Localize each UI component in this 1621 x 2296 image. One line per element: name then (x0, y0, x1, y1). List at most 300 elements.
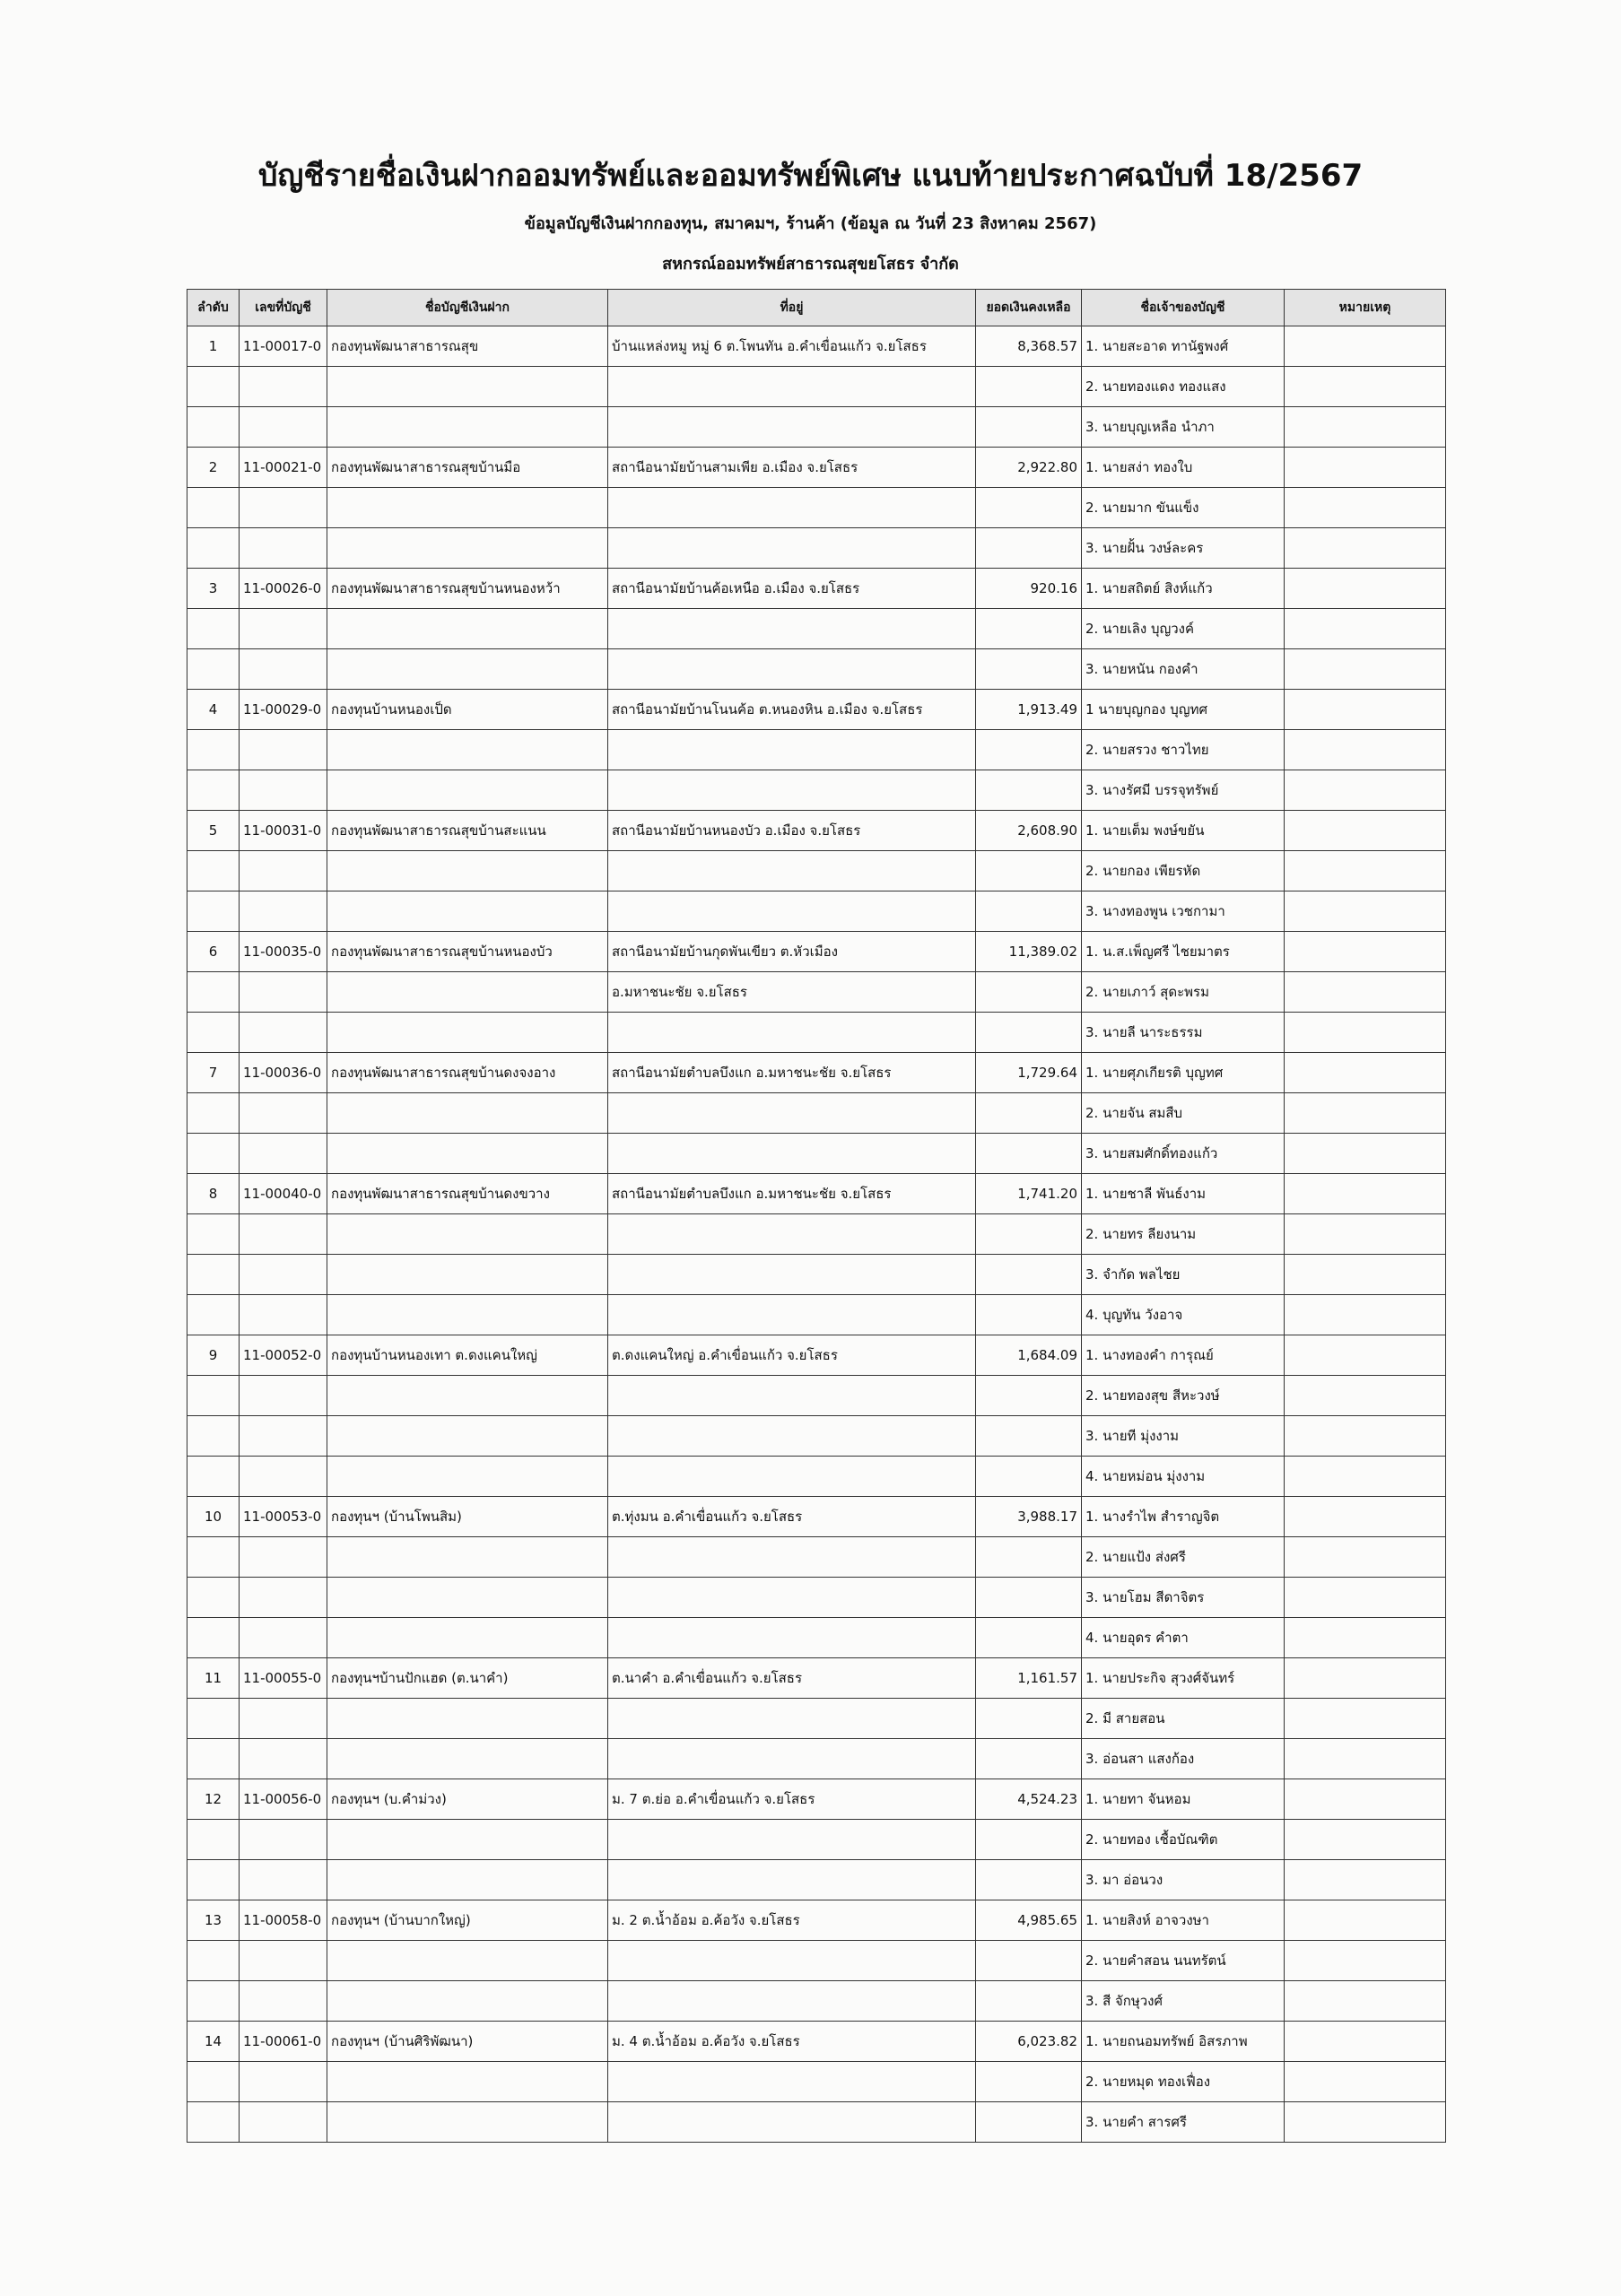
cell-account-name: กองทุนบ้านหนองเป็ด (327, 690, 608, 730)
cell-account-name (327, 407, 608, 448)
cell-address (608, 1739, 976, 1779)
cell-account-name (327, 1416, 608, 1457)
cell-index: 10 (187, 1497, 240, 1537)
cell-account-name (327, 609, 608, 649)
cell-account-number: 11-00061-0 (240, 2022, 327, 2062)
cell-owner: 3. อ่อนสา แสงก้อง (1082, 1739, 1285, 1779)
cell-index (187, 1981, 240, 2022)
cell-balance (976, 1820, 1082, 1860)
table-row (187, 690, 1446, 730)
cell-remarks (1285, 1941, 1446, 1981)
cell-address (608, 730, 976, 770)
cell-address: สถานีอนามัยบ้านกุดพันเขียว ต.หัวเมือง (608, 932, 976, 972)
cell-account-name (327, 2062, 608, 2102)
cell-address: ต.นาคำ อ.คำเขื่อนแก้ว จ.ยโสธร (608, 1658, 976, 1699)
cell-account-name (327, 1578, 608, 1618)
table-row (187, 1658, 1446, 1699)
cell-index: 5 (187, 811, 240, 851)
cell-remarks (1285, 2062, 1446, 2102)
column-header-account-number: เลขที่บัญชี (240, 290, 327, 326)
cell-remarks (1285, 1295, 1446, 1335)
cell-account-name (327, 972, 608, 1013)
cell-index (187, 730, 240, 770)
cell-remarks (1285, 851, 1446, 891)
cell-index: 11 (187, 1658, 240, 1699)
cell-address: บ้านแหล่งหมู หมู่ 6 ต.โพนทัน อ.คำเขื่อนแก้ว จ.ยโสธร (608, 326, 976, 367)
cell-remarks (1285, 1214, 1446, 1255)
cell-balance: 1,729.64 (976, 1053, 1082, 1093)
table-row (187, 1820, 1446, 1860)
cell-owner: 2. นายหมุด ทองเฟื่อง (1082, 2062, 1285, 2102)
cell-account-name (327, 528, 608, 569)
cell-account-name (327, 2102, 608, 2143)
table-row (187, 2062, 1446, 2102)
cell-balance: 11,389.02 (976, 932, 1082, 972)
table-row (187, 528, 1446, 569)
table-row (187, 730, 1446, 770)
cell-account-name (327, 1134, 608, 1174)
cell-balance (976, 1214, 1082, 1255)
cell-remarks (1285, 1779, 1446, 1820)
cell-account-number (240, 851, 327, 891)
table-row (187, 1376, 1446, 1416)
cell-address (608, 1457, 976, 1497)
cell-index (187, 609, 240, 649)
cell-owner: 1. นายประกิจ สุวงศ์จันทร์ (1082, 1658, 1285, 1699)
cell-index (187, 891, 240, 932)
cell-remarks (1285, 1578, 1446, 1618)
cell-index (187, 488, 240, 528)
table-row (187, 851, 1446, 891)
table-row (187, 1618, 1446, 1658)
cell-remarks (1285, 1820, 1446, 1860)
cell-account-number (240, 1093, 327, 1134)
cell-account-name: กองทุนพัฒนาสาธารณสุข (327, 326, 608, 367)
cell-index: 8 (187, 1174, 240, 1214)
cell-remarks (1285, 1658, 1446, 1699)
cell-owner: 2. นายเลิง บุญวงค์ (1082, 609, 1285, 649)
cell-remarks (1285, 1457, 1446, 1497)
cell-owner: 3. นางรัศมี บรรจุทรัพย์ (1082, 770, 1285, 811)
cell-owner: 3. จำกัด พลไชย (1082, 1255, 1285, 1295)
cell-account-number: 11-00053-0 (240, 1497, 327, 1537)
cell-address: อ.มหาชนะชัย จ.ยโสธร (608, 972, 976, 1013)
cell-index (187, 972, 240, 1013)
cell-account-number (240, 609, 327, 649)
column-header-remarks: หมายเหตุ (1285, 290, 1446, 326)
cell-balance (976, 1093, 1082, 1134)
cell-owner: 1. นายสถิตย์ สิงห์แก้ว (1082, 569, 1285, 609)
cell-account-name (327, 1618, 608, 1658)
cell-account-name: กองทุนฯ (บ้านโพนสิม) (327, 1497, 608, 1537)
table-row (187, 811, 1446, 851)
table-row (187, 1214, 1446, 1255)
table-row (187, 569, 1446, 609)
cell-account-name (327, 730, 608, 770)
cell-remarks (1285, 730, 1446, 770)
cell-owner: 3. นายหนัน กองคำ (1082, 649, 1285, 690)
cell-address (608, 851, 976, 891)
cell-remarks (1285, 488, 1446, 528)
cell-account-number (240, 1376, 327, 1416)
cell-address (608, 1255, 976, 1295)
cell-account-number (240, 1214, 327, 1255)
cell-index: 14 (187, 2022, 240, 2062)
cell-index (187, 1618, 240, 1658)
cell-owner: 3. นางทองพูน เวชกามา (1082, 891, 1285, 932)
cell-balance (976, 1578, 1082, 1618)
cell-owner: 2. นายทองแดง ทองแสง (1082, 367, 1285, 407)
cell-remarks (1285, 932, 1446, 972)
table-row (187, 1537, 1446, 1578)
table-row (187, 1941, 1446, 1981)
organization-name: สหกรณ์ออมทรัพย์สาธารณสุขยโสธร จำกัด (662, 255, 959, 274)
table-row (187, 1174, 1446, 1214)
cell-account-number (240, 1295, 327, 1335)
cell-owner: 2. มี สายสอน (1082, 1699, 1285, 1739)
cell-account-number: 11-00035-0 (240, 932, 327, 972)
cell-balance (976, 891, 1082, 932)
cell-owner: 4. บุญทัน วังอาจ (1082, 1295, 1285, 1335)
table-row (187, 1900, 1446, 1941)
cell-balance (976, 1618, 1082, 1658)
cell-address (608, 407, 976, 448)
cell-remarks (1285, 891, 1446, 932)
cell-address (608, 1013, 976, 1053)
cell-index: 12 (187, 1779, 240, 1820)
cell-address (608, 609, 976, 649)
cell-index (187, 2102, 240, 2143)
cell-account-number (240, 1699, 327, 1739)
cell-remarks (1285, 1134, 1446, 1174)
cell-account-name: กองทุนพัฒนาสาธารณสุขบ้านหนองบัว (327, 932, 608, 972)
cell-balance (976, 1295, 1082, 1335)
cell-remarks (1285, 1497, 1446, 1537)
cell-index (187, 1537, 240, 1578)
table-row (187, 1497, 1446, 1537)
cell-address (608, 2102, 976, 2143)
table-row (187, 1860, 1446, 1900)
cell-owner: 1. นางรำไพ สำราญจิต (1082, 1497, 1285, 1537)
cell-balance (976, 367, 1082, 407)
cell-address (608, 1941, 976, 1981)
cell-balance (976, 851, 1082, 891)
cell-balance (976, 1860, 1082, 1900)
cell-account-name: กองทุนพัฒนาสาธารณสุขบ้านหนองหว้า (327, 569, 608, 609)
cell-owner: 3. สี จักษุวงศ์ (1082, 1981, 1285, 2022)
cell-balance: 1,161.57 (976, 1658, 1082, 1699)
cell-address: ต.ดงแคนใหญ่ อ.คำเขื่อนแก้ว จ.ยโสธร (608, 1335, 976, 1376)
cell-index (187, 1820, 240, 1860)
cell-balance (976, 1013, 1082, 1053)
cell-address (608, 1578, 976, 1618)
table-row (187, 1255, 1446, 1295)
cell-address (608, 1093, 976, 1134)
cell-index (187, 770, 240, 811)
table-row (187, 407, 1446, 448)
cell-remarks (1285, 1093, 1446, 1134)
cell-balance (976, 649, 1082, 690)
cell-account-name (327, 1376, 608, 1416)
cell-account-name (327, 649, 608, 690)
cell-account-name (327, 891, 608, 932)
cell-balance: 1,684.09 (976, 1335, 1082, 1376)
column-header-account-name: ชื่อบัญชีเงินฝาก (327, 290, 608, 326)
table-row (187, 1779, 1446, 1820)
table-row (187, 488, 1446, 528)
cell-account-name (327, 1093, 608, 1134)
cell-owner: 2. นายเภาว์ สุดะพรม (1082, 972, 1285, 1013)
cell-index (187, 528, 240, 569)
table-row (187, 1578, 1446, 1618)
cell-account-number (240, 1739, 327, 1779)
cell-owner: 2. นายมาก ขันแข็ง (1082, 488, 1285, 528)
cell-account-name: กองทุนพัฒนาสาธารณสุขบ้านดงจงอาง (327, 1053, 608, 1093)
cell-account-name: กองทุนบ้านหนองเทา ต.ดงแคนใหญ่ (327, 1335, 608, 1376)
cell-remarks (1285, 2102, 1446, 2143)
cell-account-number (240, 770, 327, 811)
table-row (187, 1295, 1446, 1335)
column-header-balance: ยอดเงินคงเหลือ (976, 290, 1082, 326)
cell-balance (976, 1457, 1082, 1497)
cell-balance (976, 1376, 1082, 1416)
cell-remarks (1285, 1255, 1446, 1295)
cell-address: ต.ทุ่งมน อ.คำเขื่อนแก้ว จ.ยโสธร (608, 1497, 976, 1537)
table-row (187, 1093, 1446, 1134)
cell-balance: 920.16 (976, 569, 1082, 609)
cell-index (187, 1941, 240, 1981)
cell-index (187, 367, 240, 407)
cell-remarks (1285, 1174, 1446, 1214)
cell-index: 13 (187, 1900, 240, 1941)
cell-remarks (1285, 1053, 1446, 1093)
cell-owner: 2. นายกอง เพียรหัด (1082, 851, 1285, 891)
cell-account-number (240, 730, 327, 770)
cell-account-number (240, 1255, 327, 1295)
cell-account-name: กองทุนฯ (บ้านศิริพัฒนา) (327, 2022, 608, 2062)
table-row (187, 1699, 1446, 1739)
column-header-owners: ชื่อเจ้าของบัญชี (1082, 290, 1285, 326)
document-title: บัญชีรายชื่อเงินฝากออมทรัพย์และออมทรัพย์พิเศษ แนบท้ายประกาศฉบับที่ 18/2567 (257, 158, 1364, 194)
cell-account-number: 11-00017-0 (240, 326, 327, 367)
cell-balance (976, 609, 1082, 649)
cell-account-number: 11-00031-0 (240, 811, 327, 851)
cell-index (187, 1093, 240, 1134)
cell-remarks (1285, 1376, 1446, 1416)
cell-account-number: 11-00052-0 (240, 1335, 327, 1376)
cell-remarks (1285, 811, 1446, 851)
cell-balance: 2,922.80 (976, 448, 1082, 488)
cell-index (187, 1295, 240, 1335)
cell-account-name: กองทุนฯบ้านปักแฮด (ต.นาคำ) (327, 1658, 608, 1699)
table-row (187, 448, 1446, 488)
cell-address: ม. 4 ต.น้ำอ้อม อ.ค้อวัง จ.ยโสธร (608, 2022, 976, 2062)
cell-owner: 2. นายสรวง ชาวไทย (1082, 730, 1285, 770)
cell-owner: 2. นายแป้ง ส่งศรี (1082, 1537, 1285, 1578)
cell-address (608, 488, 976, 528)
cell-account-number (240, 1013, 327, 1053)
cell-account-name (327, 1457, 608, 1497)
cell-owner: 1. นายศุภเกียรติ บุญทศ (1082, 1053, 1285, 1093)
cell-account-number (240, 891, 327, 932)
cell-address: สถานีอนามัยบ้านสามเพีย อ.เมือง จ.ยโสธร (608, 448, 976, 488)
cell-balance (976, 2102, 1082, 2143)
cell-owner: 1. น.ส.เพ็ญศรี ไชยมาตร (1082, 932, 1285, 972)
table-header-row (187, 290, 1446, 326)
cell-balance: 3,988.17 (976, 1497, 1082, 1537)
cell-address (608, 1416, 976, 1457)
cell-index (187, 1214, 240, 1255)
cell-account-number: 11-00029-0 (240, 690, 327, 730)
cell-account-name: กองทุนพัฒนาสาธารณสุขบ้านดงขวาง (327, 1174, 608, 1214)
cell-owner: 1. นายสะอาด ทานัฐพงศ์ (1082, 326, 1285, 367)
account-ledger-table (187, 289, 1446, 2143)
cell-address (608, 1295, 976, 1335)
cell-account-name (327, 1699, 608, 1739)
table-row (187, 649, 1446, 690)
cell-remarks (1285, 407, 1446, 448)
cell-owner: 4. นายอุดร คำตา (1082, 1618, 1285, 1658)
cell-remarks (1285, 1699, 1446, 1739)
cell-index (187, 2062, 240, 2102)
cell-address: สถานีอนามัยบ้านค้อเหนือ อ.เมือง จ.ยโสธร (608, 569, 976, 609)
cell-balance (976, 488, 1082, 528)
cell-remarks (1285, 1981, 1446, 2022)
cell-remarks (1285, 1900, 1446, 1941)
cell-balance (976, 1941, 1082, 1981)
cell-remarks (1285, 1860, 1446, 1900)
cell-account-number (240, 1941, 327, 1981)
cell-remarks (1285, 609, 1446, 649)
cell-address: ม. 2 ต.น้ำอ้อม อ.ค้อวัง จ.ยโสธร (608, 1900, 976, 1941)
cell-account-number: 11-00026-0 (240, 569, 327, 609)
cell-address (608, 1214, 976, 1255)
table-row (187, 367, 1446, 407)
cell-address: สถานีอนามัยตำบลบึงแก อ.มหาชนะชัย จ.ยโสธร (608, 1053, 976, 1093)
cell-account-number: 11-00055-0 (240, 1658, 327, 1699)
cell-remarks (1285, 1416, 1446, 1457)
cell-remarks (1285, 1618, 1446, 1658)
cell-index (187, 1457, 240, 1497)
cell-account-number: 11-00036-0 (240, 1053, 327, 1093)
cell-account-name (327, 1981, 608, 2022)
cell-account-number: 11-00058-0 (240, 1900, 327, 1941)
table-row (187, 1053, 1446, 1093)
table-row (187, 1335, 1446, 1376)
cell-index: 1 (187, 326, 240, 367)
cell-index: 6 (187, 932, 240, 972)
table-row (187, 972, 1446, 1013)
cell-index: 3 (187, 569, 240, 609)
cell-account-name (327, 851, 608, 891)
cell-address (608, 1376, 976, 1416)
cell-remarks (1285, 448, 1446, 488)
cell-account-name (327, 1013, 608, 1053)
cell-index (187, 851, 240, 891)
cell-owner: 2. นายคำสอน นนทรัตน์ (1082, 1941, 1285, 1981)
table-row (187, 326, 1446, 367)
cell-account-name: กองทุนฯ (บ.คำม่วง) (327, 1779, 608, 1820)
cell-owner: 3. นายคำ สารศรี (1082, 2102, 1285, 2143)
cell-remarks (1285, 1335, 1446, 1376)
cell-account-number: 11-00056-0 (240, 1779, 327, 1820)
column-header-address: ที่อยู่ (608, 290, 976, 326)
cell-owner: 3. นายที มุ่งงาม (1082, 1416, 1285, 1457)
cell-account-number (240, 649, 327, 690)
cell-account-name (327, 367, 608, 407)
cell-address (608, 367, 976, 407)
cell-account-number (240, 1537, 327, 1578)
cell-address: สถานีอนามัยบ้านโนนค้อ ต.หนองหิน อ.เมือง จ.ยโสธร (608, 690, 976, 730)
cell-account-number (240, 1618, 327, 1658)
cell-account-name (327, 1214, 608, 1255)
cell-index (187, 649, 240, 690)
cell-owner: 2. นายทองสุข สีหะวงษ์ (1082, 1376, 1285, 1416)
cell-owner: 3. มา อ่อนวง (1082, 1860, 1285, 1900)
cell-balance: 1,741.20 (976, 1174, 1082, 1214)
cell-index: 2 (187, 448, 240, 488)
cell-address: ม. 7 ต.ย่อ อ.คำเขื่อนแก้ว จ.ยโสธร (608, 1779, 976, 1820)
table-row (187, 1981, 1446, 2022)
cell-owner: 1. นางทองคำ การุณย์ (1082, 1335, 1285, 1376)
table-row (187, 932, 1446, 972)
cell-balance (976, 528, 1082, 569)
cell-address (608, 770, 976, 811)
cell-remarks (1285, 569, 1446, 609)
cell-index (187, 1739, 240, 1779)
cell-balance (976, 1255, 1082, 1295)
cell-owner: 3. นายฝั้น วงษ์ละคร (1082, 528, 1285, 569)
table-row (187, 2102, 1446, 2143)
cell-balance (976, 2062, 1082, 2102)
cell-owner: 3. นายสมศักดิ์ทองแก้ว (1082, 1134, 1285, 1174)
cell-account-number (240, 1416, 327, 1457)
cell-owner: 1. นายถนอมทรัพย์ อิสรภาพ (1082, 2022, 1285, 2062)
cell-balance (976, 407, 1082, 448)
cell-remarks (1285, 770, 1446, 811)
cell-account-number (240, 528, 327, 569)
table-row (187, 770, 1446, 811)
cell-account-number (240, 1457, 327, 1497)
cell-remarks (1285, 528, 1446, 569)
cell-balance: 1,913.49 (976, 690, 1082, 730)
cell-address: สถานีอนามัยบ้านหนองบัว อ.เมือง จ.ยโสธร (608, 811, 976, 851)
table-body (187, 326, 1446, 2143)
cell-balance (976, 1981, 1082, 2022)
cell-address (608, 1820, 976, 1860)
cell-account-number: 11-00040-0 (240, 1174, 327, 1214)
cell-address (608, 528, 976, 569)
cell-balance: 8,368.57 (976, 326, 1082, 367)
cell-index (187, 1860, 240, 1900)
cell-owner: 2. นายทร ลียงนาม (1082, 1214, 1285, 1255)
cell-account-name (327, 1295, 608, 1335)
cell-index: 4 (187, 690, 240, 730)
cell-account-name (327, 1820, 608, 1860)
table-row (187, 609, 1446, 649)
cell-owner: 1. นายทา จันหอม (1082, 1779, 1285, 1820)
table-row (187, 1134, 1446, 1174)
cell-account-number (240, 2102, 327, 2143)
column-header-index: ลำดับ (187, 290, 240, 326)
cell-address (608, 1860, 976, 1900)
cell-account-number (240, 1860, 327, 1900)
cell-owner: 3. นายโฮม สีดาจิตร (1082, 1578, 1285, 1618)
cell-owner: 1. นายชาลี พันธ์งาม (1082, 1174, 1285, 1214)
cell-owner: 2. นายทอง เชื้อบัณฑิต (1082, 1820, 1285, 1860)
cell-balance (976, 1416, 1082, 1457)
cell-account-number (240, 1134, 327, 1174)
